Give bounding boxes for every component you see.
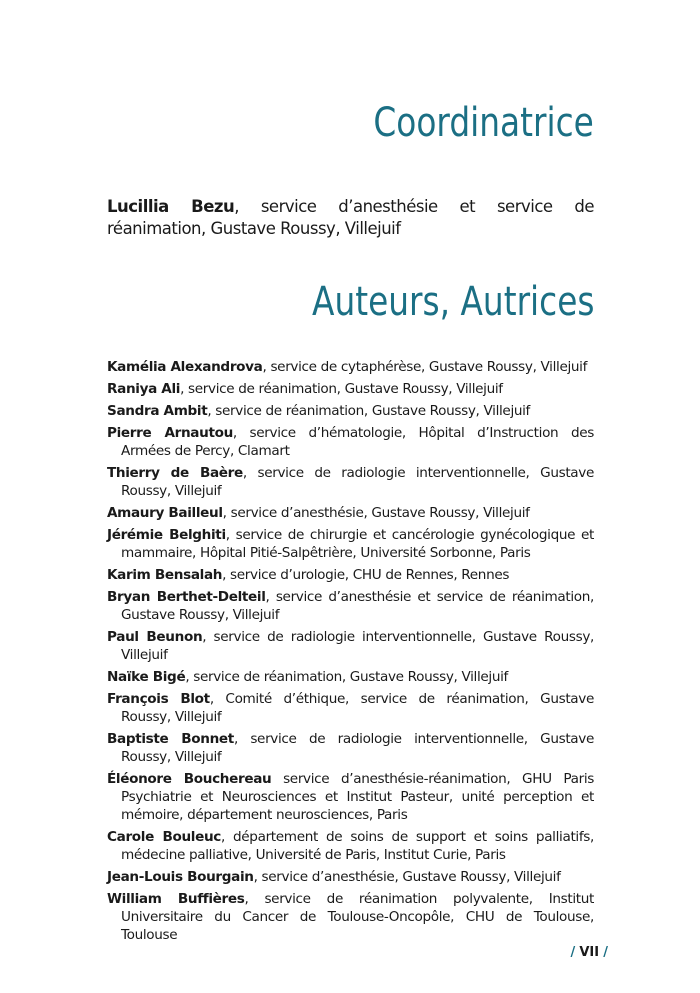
author-entry [107,868,594,886]
author-affiliation: , service de cytaphérèse, Gustave Roussy, Villejuif [262,359,588,375]
author-affiliation: , service de radiologie interventionnelle, Gustave Roussy, Villejuif [121,465,594,499]
author-list [107,358,594,948]
author-name: Bryan Berthet-Delteil [107,589,266,605]
author-entry [107,730,594,766]
author-affiliation: service d’anesthésie-réanimation, GHU Paris Psychiatrie et Neurosciences et Institut Pasteur, unité perception et mémoire, département neurosciences, Paris [121,771,595,823]
coordinator-heading: Coordinatrice [373,100,594,146]
author-name: François Blot [107,691,210,707]
author-affiliation: , service de réanimation polyvalente, Institut Universitaire du Cancer de Toulouse-Oncopôle, CHU de Toulouse, Toulouse [121,891,594,943]
author-affiliation: , service de réanimation, Gustave Roussy, Villejuif [185,669,508,685]
coordinator-name: Lucillia Bezu [107,196,235,216]
author-name: Naïke Bigé [107,669,186,685]
author-name: Baptiste Bonnet [107,731,234,747]
author-affiliation: , service de chirurgie et cancérologie gynécologique et mammaire, Hôpital Pitié-Salpêtrière, Université Sorbonne, Paris [121,527,595,561]
author-name: William Buffières [107,891,245,907]
coordinator-affiliation: , service d’anesthésie et service de réanimation, Gustave Roussy, Villejuif [107,196,594,238]
author-entry [107,690,594,726]
author-name: Éléonore Bouchereau [107,771,272,787]
folio-slash-left: / [570,945,576,960]
author-affiliation: , service d’anesthésie, Gustave Roussy, Villejuif [253,869,561,885]
author-affiliation: , service d’anesthésie et service de réanimation, Gustave Roussy, Villejuif [121,589,594,623]
author-entry [107,526,594,562]
author-entry [107,668,594,686]
author-name: Raniya Ali [107,381,181,397]
author-entry [107,770,594,824]
author-affiliation: , service de réanimation, Gustave Roussy, Villejuif [180,381,503,397]
author-entry [107,358,594,376]
author-affiliation: , département de soins de support et soins palliatifs, médecine palliative, Université de Paris, Institut Curie, Paris [121,829,594,863]
author-affiliation: , service de réanimation, Gustave Roussy, Villejuif [207,403,530,419]
author-entry [107,380,594,398]
author-entry [107,566,594,584]
author-name: Jean-Louis Bourgain [107,869,254,885]
author-affiliation: , Comité d’éthique, service de réanimation, Gustave Roussy, Villejuif [121,691,594,725]
author-entry [107,628,594,664]
author-name: Thierry de Baère [107,465,243,481]
author-name: Pierre Arnautou [107,425,233,441]
author-affiliation: , service de radiologie interventionnelle, Gustave Roussy, Villejuif [121,731,594,765]
author-entry [107,890,594,944]
author-affiliation: , service de radiologie interventionnelle, Gustave Roussy, Villejuif [121,629,594,663]
author-entry [107,464,594,500]
folio-slash-right: / [603,945,608,960]
author-name: Sandra Ambit [107,403,208,419]
page-number: VII [579,945,600,960]
author-name: Paul Beunon [107,629,203,645]
author-affiliation: , service d’urologie, CHU de Rennes, Rennes [222,567,510,583]
author-affiliation: , service d’hématologie, Hôpital d’Instruction des Armées de Percy, Clamart [121,425,594,459]
author-name: Karim Bensalah [107,567,223,583]
author-entry [107,588,594,624]
author-affiliation: , service d’anesthésie, Gustave Roussy, Villejuif [222,505,530,521]
coordinator-entry [107,196,594,240]
author-entry [107,828,594,864]
author-entry [107,424,594,460]
authors-heading: Auteurs, Autrices [311,279,594,325]
page-folio [570,945,608,960]
author-name: Carole Bouleuc [107,829,221,845]
author-entry [107,402,594,420]
author-name: Kamélia Alexandrova [107,359,263,375]
author-name: Jérémie Belghiti [107,527,226,543]
author-name: Amaury Bailleul [107,505,223,521]
author-entry [107,504,594,522]
